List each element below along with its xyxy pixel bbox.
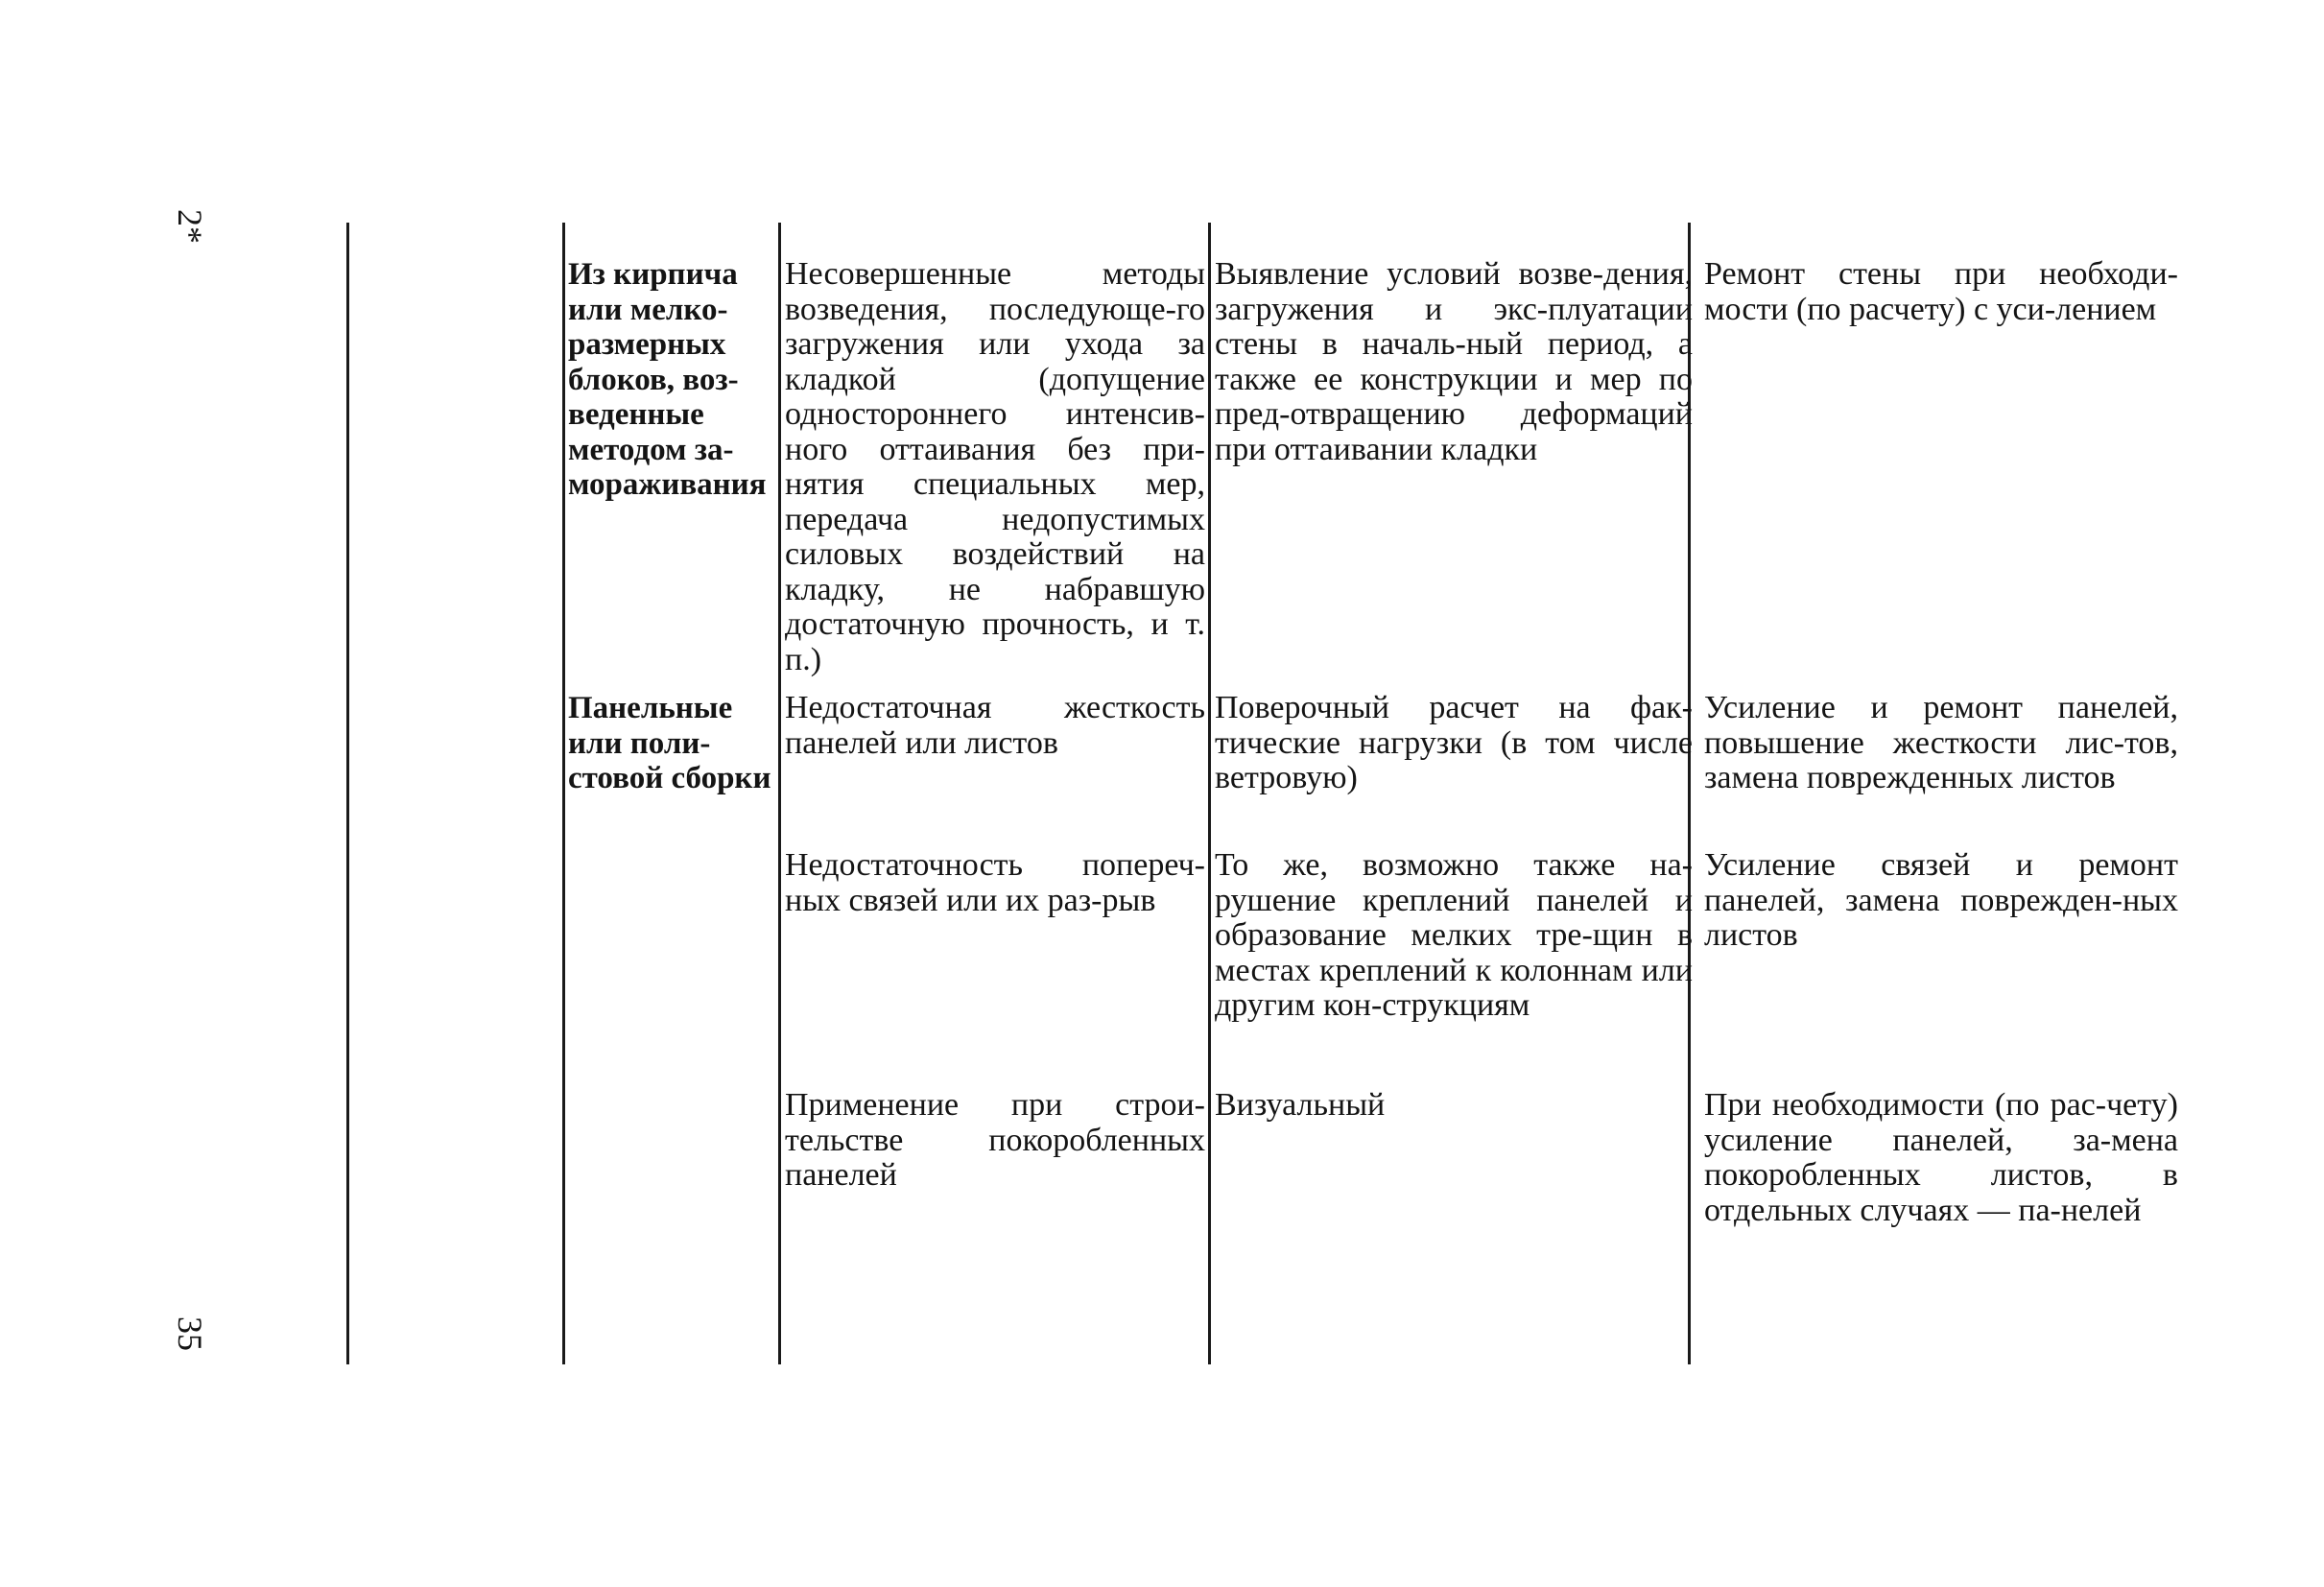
table-cell-method: Поверочный расчет на фак-тические нагрузки (в том числе ветровую): [1215, 690, 1693, 795]
table-cell-method: Визуальный: [1215, 1087, 1386, 1123]
table-cell-method: То же, возможно также на-рушение креплений панелей и образование мелких тре-щин в местах креплений к колоннам или другим кон-струкциям: [1215, 847, 1693, 1023]
column-rule-2: [778, 223, 781, 1364]
signature-mark: 2*: [171, 209, 209, 244]
table-cell-remedy: Усиление и ремонт панелей, повышение жесткости лис-тов, замена поврежденных листов: [1704, 690, 2178, 795]
table-cell-structure: Панельные или поли-стовой сборки: [568, 691, 771, 795]
table-cell-cause: Применение при строи-тельстве покоробленных панелей: [785, 1087, 1205, 1193]
table-cell-remedy: Ремонт стены при необходи-мости (по расчету) с уси-лением: [1704, 256, 2178, 327]
table-cell-cause: Недостаточная жесткость панелей или листов: [785, 690, 1205, 761]
table-cell-cause: Недостаточность попереч-ных связей или их раз-рыв: [785, 847, 1205, 918]
column-rule-1: [562, 223, 565, 1364]
table-cell-method: Выявление условий возве-дения, загружения и экс-плуатации стены в началь-ный период, а также ее конструкции и мер по пред-отвращению деформаций при оттаивании кладки: [1215, 256, 1693, 467]
table-cell-cause: Несовершенные методы возведения, последующе-го загружения или ухода за кладкой (допущение одностороннего интенсив-ного оттаивания без при-нятия специальных мер, передача недопустимых силовых воздействий на кладку, не набравшую достаточную прочность, и т. п.): [785, 256, 1205, 677]
table-cell-structure: Из кирпича или мелко-размерных блоков, воз-веденные методом за-мораживания: [568, 257, 767, 502]
table-left-rule: [346, 223, 349, 1364]
column-rule-3: [1208, 223, 1211, 1364]
table-cell-remedy: Усиление связей и ремонт панелей, замена поврежден-ных листов: [1704, 847, 2178, 953]
page-number: 35: [171, 1316, 209, 1351]
table-cell-remedy: При необходимости (по рас-чету) усиление панелей, за-мена покоробленных листов, в отдельных случаях — па-нелей: [1704, 1087, 2178, 1228]
